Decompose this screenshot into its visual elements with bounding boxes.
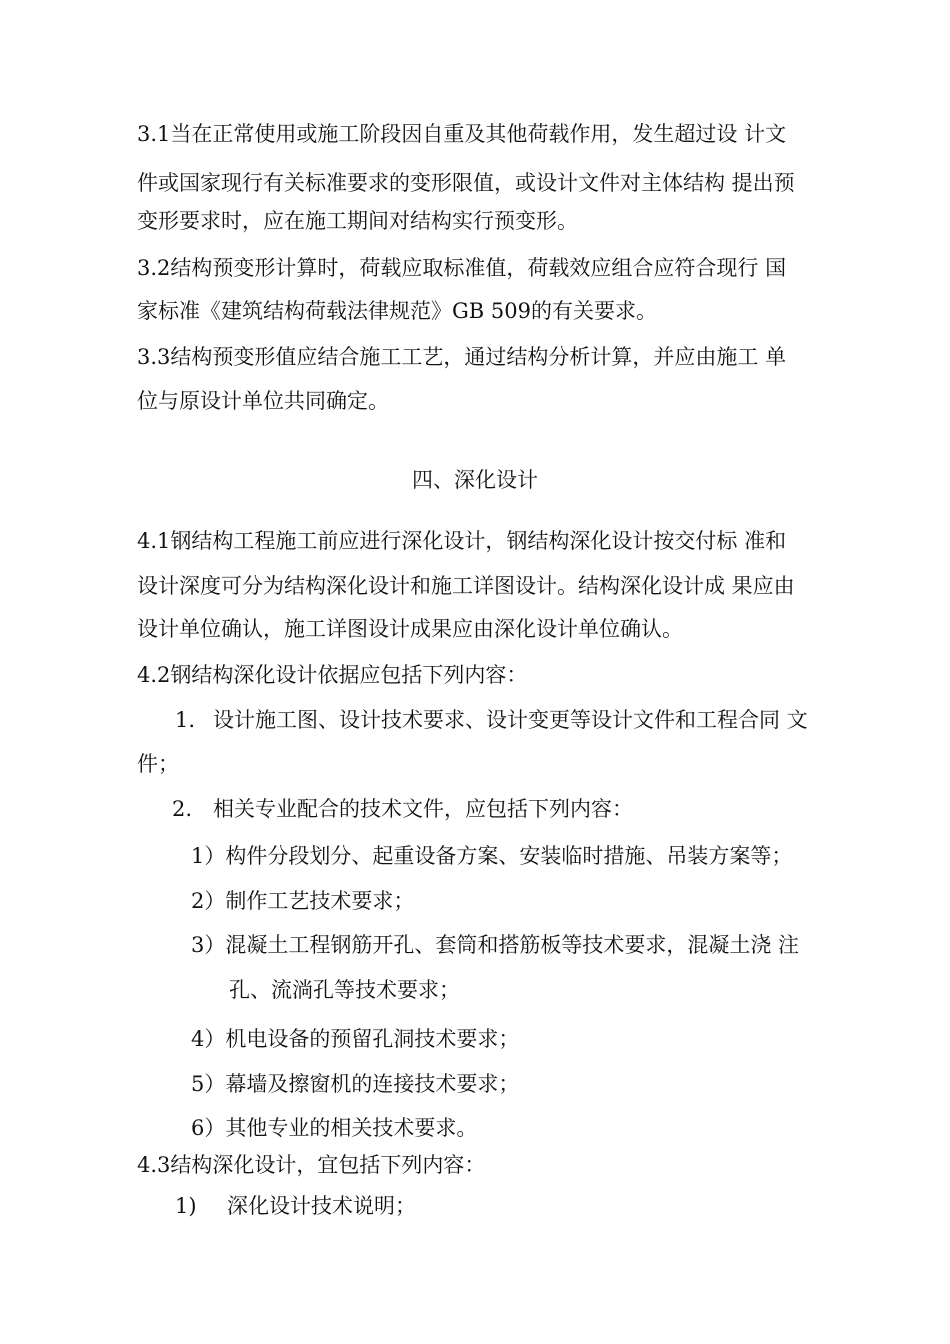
para-4-1-line-3: 设计单位确认，施工详图设计成果应由深化设计单位确认。 bbox=[137, 617, 683, 641]
sub-item-6: 6）其他专业的相关技术要求。 bbox=[191, 1116, 478, 1140]
list-item-1-line-2: 件； bbox=[137, 752, 179, 776]
list-item-2-text: 相关专业配合的技术文件，应包括下列内容： bbox=[213, 797, 633, 821]
sub-item-3-line-1: 3）混凝土工程钢筋开孔、套筒和搭筋板等技术要求，混凝土浇 注 bbox=[191, 933, 800, 957]
sub-item-3-line-2: 孔、流淌孔等技术要求； bbox=[229, 978, 460, 1002]
sub-item-2: 2）制作工艺技术要求； bbox=[191, 889, 415, 913]
sub-item-5: 5）幕墙及擦窗机的连接技术要求； bbox=[191, 1072, 520, 1096]
para-3-1-line-2: 件或国家现行有关标准要求的变形限值，或设计文件对主体结构 提出预 bbox=[137, 171, 795, 195]
list-item-1-number: 1. bbox=[175, 708, 196, 732]
para-3-1-line-1: 3.1当在正常使用或施工阶段因自重及其他荷载作用，发生超过设 计文 bbox=[137, 122, 787, 146]
list-item-2-number: 2. bbox=[172, 797, 193, 821]
section-4-heading: 四、深化设计 bbox=[412, 468, 538, 492]
para-4-2: 4.2钢结构深化设计依据应包括下列内容： bbox=[137, 663, 528, 687]
para-3-3-line-1: 3.3结构预变形值应结合施工工艺，通过结构分析计算，并应由施工 单 bbox=[137, 345, 787, 369]
list-item-1-line-1: 设计施工图、设计技术要求、设计变更等设计文件和工程合同 文 bbox=[213, 708, 808, 732]
sub-item-4: 4）机电设备的预留孔洞技术要求； bbox=[191, 1027, 520, 1051]
para-3-3-line-2: 位与原设计单位共同确定。 bbox=[137, 389, 389, 413]
para-4-1-line-2: 设计深度可分为结构深化设计和施工详图设计。结构深化设计成 果应由 bbox=[137, 574, 795, 598]
para-3-1-line-3: 变形要求时，应在施工期间对结构实行预变形。 bbox=[137, 209, 578, 233]
list-item-3-number: 1) bbox=[175, 1194, 197, 1218]
sub-item-1: 1）构件分段划分、起重设备方案、安装临时措施、吊装方案等； bbox=[191, 844, 793, 868]
para-4-3: 4.3结构深化设计，宜包括下列内容： bbox=[137, 1153, 486, 1177]
para-3-2-line-2: 家标准《建筑结构荷载法律规范》GB 509的有关要求。 bbox=[137, 299, 657, 323]
para-4-1-line-1: 4.1钢结构工程施工前应进行深化设计，钢结构深化设计按交付标 准和 bbox=[137, 529, 787, 553]
list-item-3-text: 深化设计技术说明； bbox=[227, 1194, 416, 1218]
para-3-2-line-1: 3.2结构预变形计算时，荷载应取标准值，荷载效应组合应符合现行 国 bbox=[137, 256, 787, 280]
